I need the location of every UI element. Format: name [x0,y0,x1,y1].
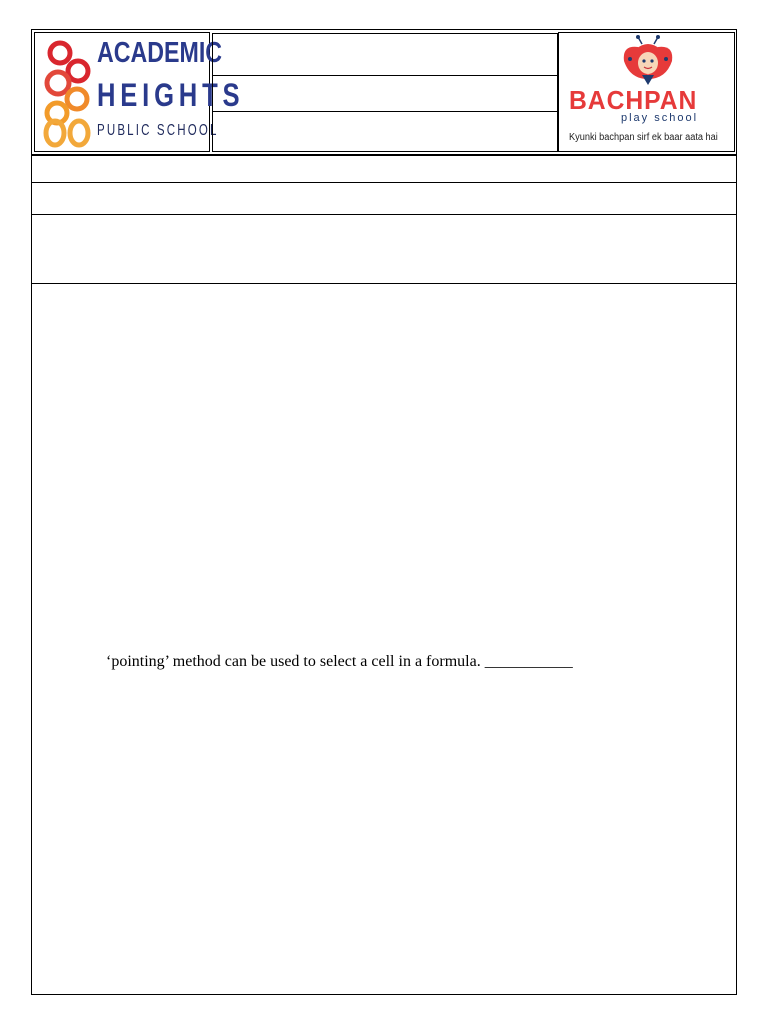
bachpan-logo [558,32,735,152]
logo-line-heights: HEIGHTS [97,77,245,113]
header-row-1 [212,33,558,76]
bachpan-subtitle: play school [621,112,699,124]
ladybug-mascot-icon [620,35,676,87]
bachpan-name: BACHPAN [569,85,698,115]
header-row-2 [212,75,558,112]
header-row-3 [212,111,558,152]
info-row-1 [31,155,737,183]
info-row-2 [31,182,737,215]
info-row-3 [31,214,737,284]
logo-line-academic: ACADEMIC [97,37,223,69]
academic-heights-logo [34,32,245,152]
question-text: ‘pointing’ method can be used to select a cell in a formula. ___________ [106,653,573,670]
knot-logo-icon [41,37,97,149]
logo-line-public-school: PUBLIC SCHOOL [97,122,219,139]
header-info-block [212,32,558,152]
bachpan-tagline: Kyunki bachpan sirf ek baar aata hai [569,132,718,143]
